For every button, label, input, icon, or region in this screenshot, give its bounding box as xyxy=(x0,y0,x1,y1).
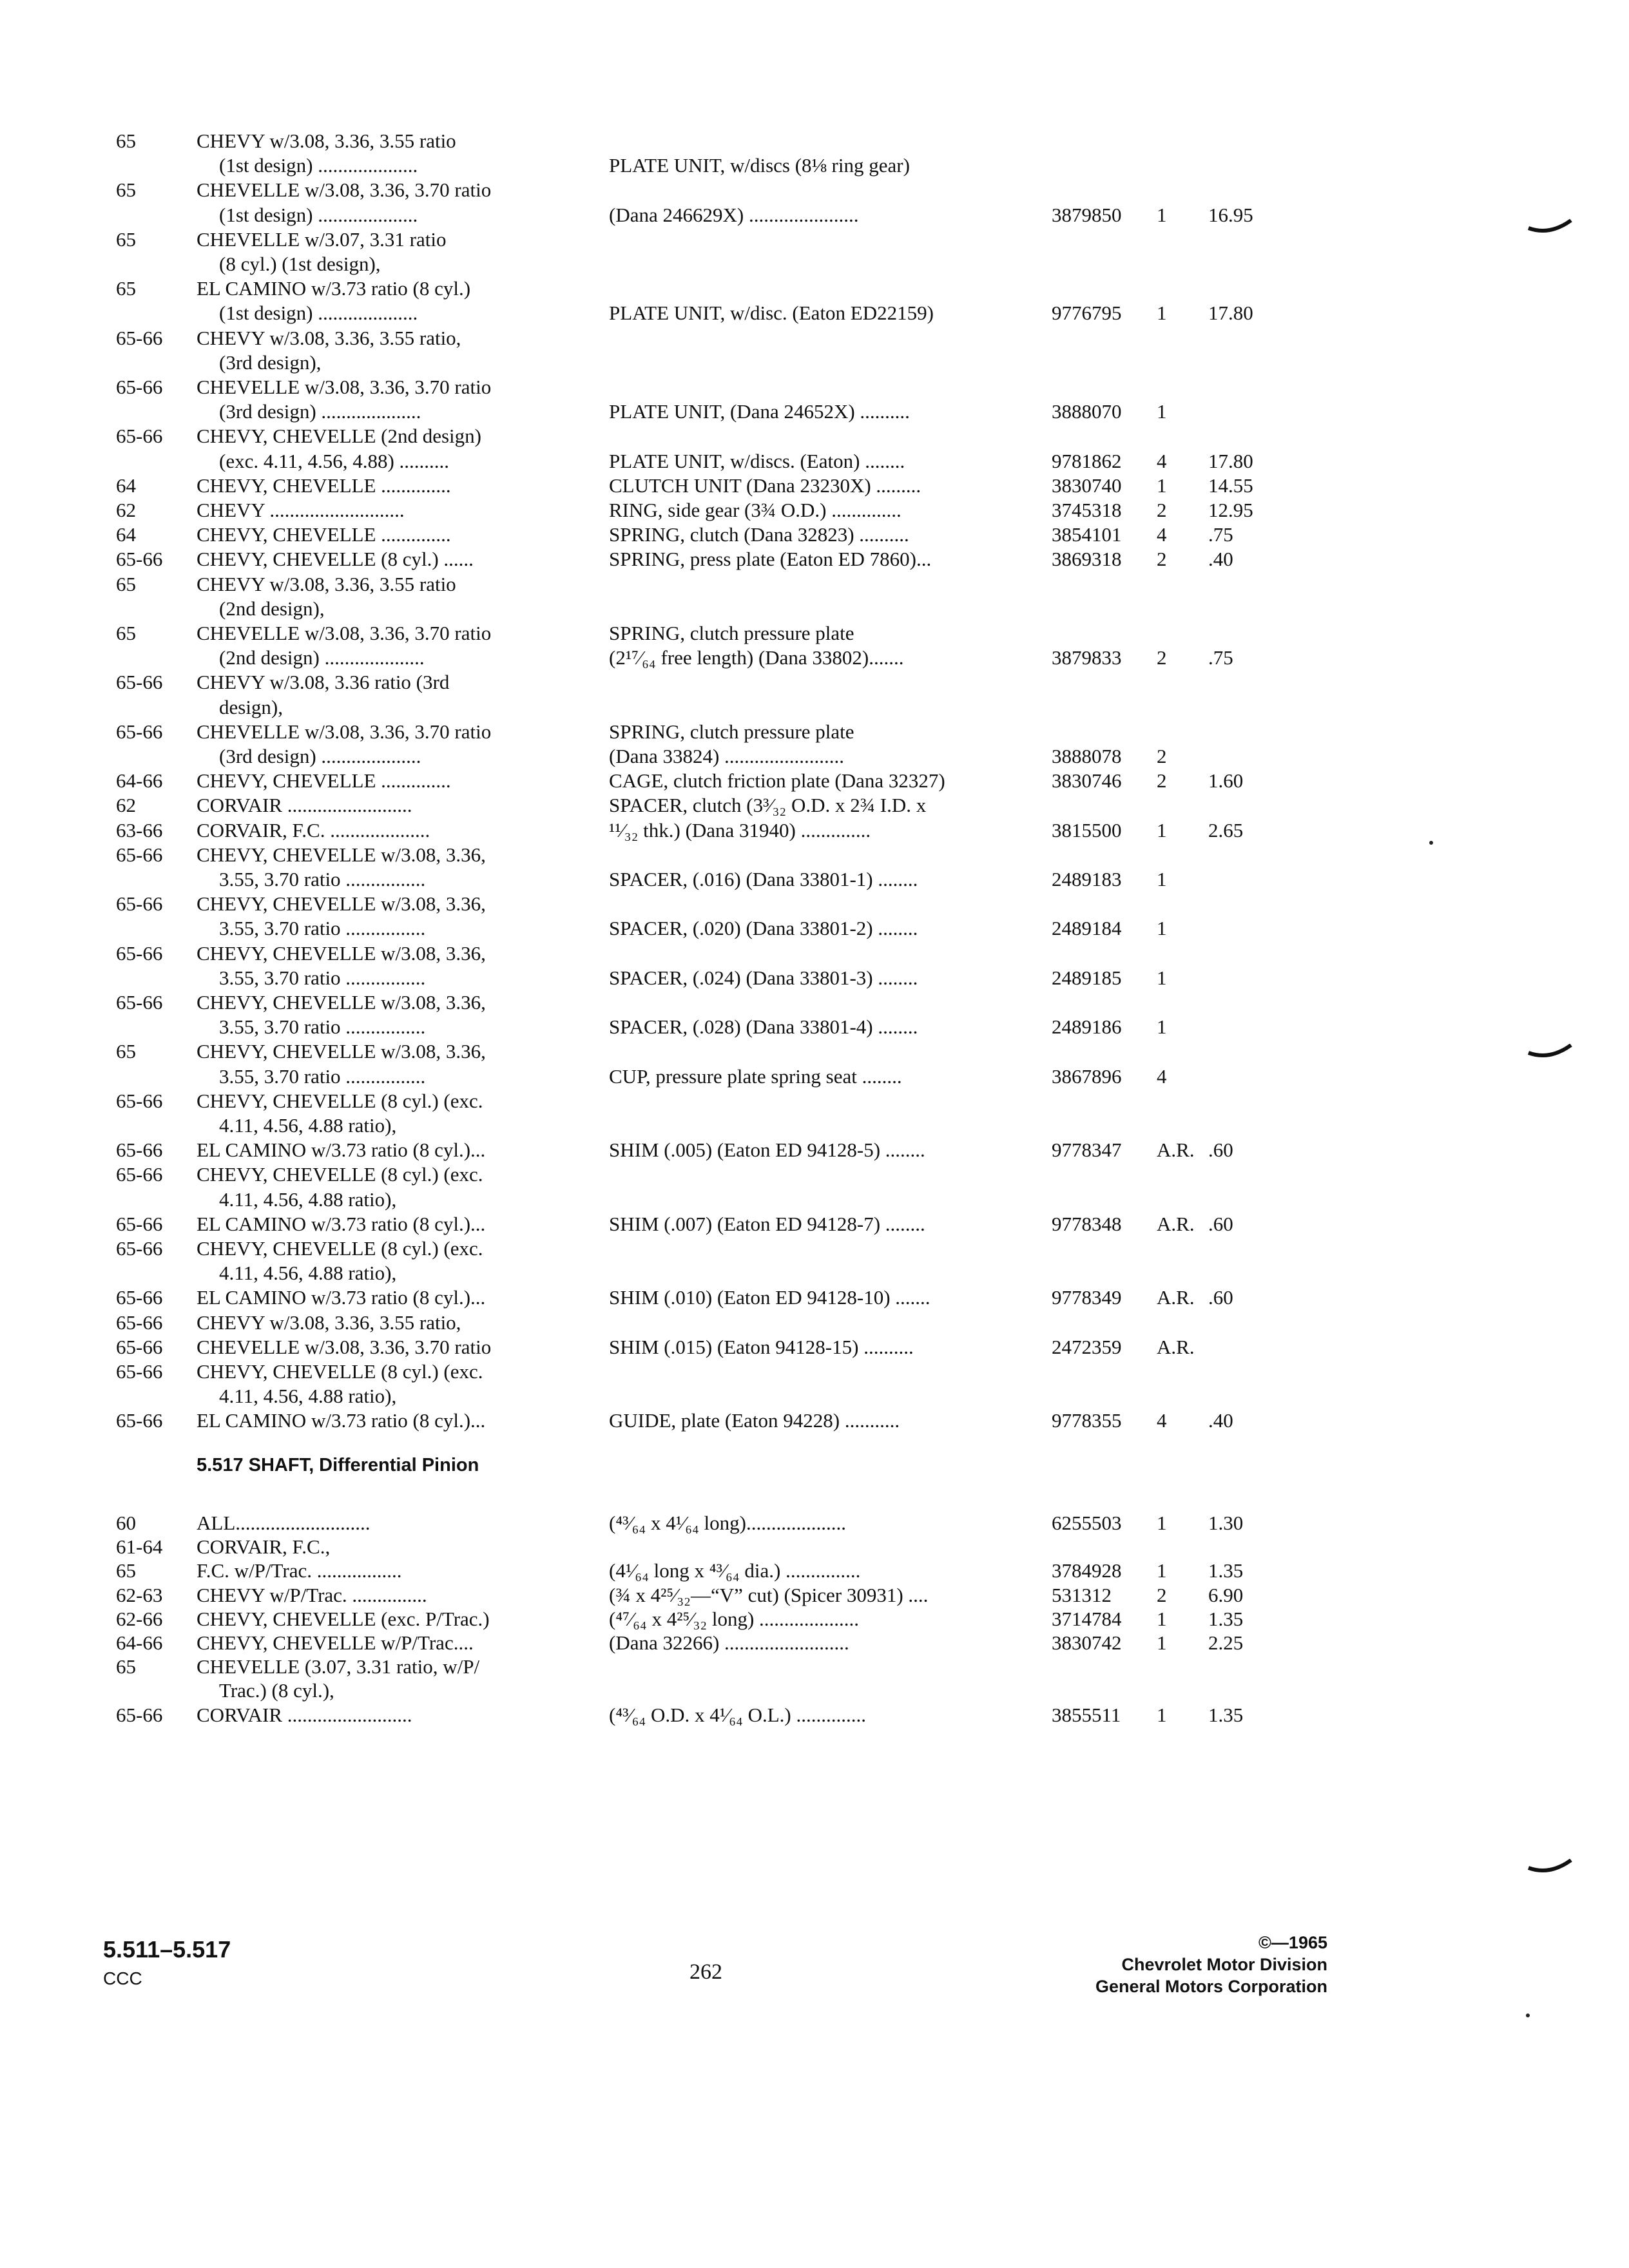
catalog-code: CCC xyxy=(103,1968,142,1988)
row-year: 65-66 xyxy=(116,1286,163,1309)
row-application: CHEVY, CHEVELLE (2nd design) xyxy=(197,425,481,448)
row-quantity: A.R. xyxy=(1157,1335,1195,1358)
row-application: (3rd design) .................... xyxy=(219,745,421,767)
row-description: (2¹⁷⁄₆₄ free length) (Dana 33802)....... xyxy=(609,646,904,669)
row-price: 1.30 xyxy=(1208,1512,1244,1534)
row-price: .60 xyxy=(1208,1139,1233,1162)
row-part-number: 9778355 xyxy=(1052,1409,1122,1432)
row-price: 1.60 xyxy=(1208,769,1244,793)
row-part-number: 3830746 xyxy=(1052,769,1122,793)
row-description: (⁴³⁄₆₄ x 4¹⁄₆₄ long).................... xyxy=(609,1512,846,1534)
speck xyxy=(1526,2013,1530,2017)
row-application: CHEVY, CHEVELLE w/3.08, 3.36, xyxy=(197,843,486,866)
row-application: CHEVELLE w/3.07, 3.31 ratio xyxy=(197,227,447,251)
row-part-number: 3815500 xyxy=(1052,818,1122,841)
row-part-number: 3855511 xyxy=(1052,1703,1121,1726)
section-heading: 5.517 SHAFT, Differential Pinion xyxy=(197,1455,479,1475)
row-part-number: 9778349 xyxy=(1052,1286,1122,1309)
row-price: .40 xyxy=(1208,1409,1233,1432)
row-year: 65-66 xyxy=(116,991,163,1014)
row-application: CHEVY, CHEVELLE w/3.08, 3.36, xyxy=(197,892,486,916)
row-year: 64 xyxy=(116,474,136,497)
row-application: 4.11, 4.56, 4.88 ratio), xyxy=(219,1187,397,1211)
row-year: 65 xyxy=(116,277,136,300)
row-description: SPRING, clutch (Dana 32823) .......... xyxy=(609,523,909,546)
row-quantity: 1 xyxy=(1157,302,1167,325)
row-price: 12.95 xyxy=(1208,499,1253,521)
row-application: CHEVY w/3.08, 3.36, 3.55 ratio, xyxy=(197,326,461,349)
row-part-number: 3714784 xyxy=(1052,1607,1122,1630)
row-part-number: 2489185 xyxy=(1052,966,1122,989)
row-description: PLATE UNIT, w/disc. (Eaton ED22159) xyxy=(609,302,934,325)
row-part-number: 2489184 xyxy=(1052,917,1122,940)
row-application: CHEVY, CHEVELLE w/P/Trac.... xyxy=(197,1631,474,1654)
row-description: PLATE UNIT, w/discs (8⅛ ring gear) xyxy=(609,154,910,177)
row-year: 65-66 xyxy=(116,425,163,448)
row-application: CHEVY ........................... xyxy=(197,499,405,521)
row-application: CHEVY w/3.08, 3.36, 3.55 ratio xyxy=(197,572,456,595)
row-application: 4.11, 4.56, 4.88 ratio), xyxy=(219,1262,397,1285)
row-application: (1st design) .................... xyxy=(219,154,418,177)
row-price: 6.90 xyxy=(1208,1583,1244,1606)
row-year: 65 xyxy=(116,1655,136,1678)
row-description: SPACER, (.028) (Dana 33801-4) ........ xyxy=(609,1015,918,1039)
row-year: 65 xyxy=(116,572,136,595)
row-description: SHIM (.015) (Eaton 94128-15) .......... xyxy=(609,1335,914,1358)
row-year: 64-66 xyxy=(116,769,163,793)
row-application: CHEVY, CHEVELLE w/3.08, 3.36, xyxy=(197,991,486,1014)
row-year: 65 xyxy=(116,130,136,152)
row-application: design), xyxy=(219,695,284,718)
row-year: 65-66 xyxy=(116,1335,163,1358)
row-application: (1st design) .................... xyxy=(219,302,418,325)
row-price: 2.65 xyxy=(1208,818,1244,841)
row-year: 65-66 xyxy=(116,671,163,694)
row-description: CAGE, clutch friction plate (Dana 32327) xyxy=(609,769,945,793)
row-year: 65-66 xyxy=(116,1089,163,1112)
row-year: 65-66 xyxy=(116,941,163,965)
row-year: 65-66 xyxy=(116,1311,163,1334)
row-part-number: 3869318 xyxy=(1052,548,1122,571)
row-application: CHEVY, CHEVELLE (8 cyl.) ...... xyxy=(197,548,474,571)
row-description: CLUTCH UNIT (Dana 23230X) ......... xyxy=(609,474,921,497)
row-part-number: 9776795 xyxy=(1052,302,1122,325)
row-year: 64-66 xyxy=(116,1631,163,1654)
row-price: .75 xyxy=(1208,646,1233,669)
row-price: 17.80 xyxy=(1208,302,1253,325)
row-application: CHEVY, CHEVELLE (8 cyl.) (exc. xyxy=(197,1163,483,1186)
row-application: CHEVY, CHEVELLE .............. xyxy=(197,474,451,497)
row-part-number: 3879850 xyxy=(1052,203,1122,226)
row-year: 65-66 xyxy=(116,1163,163,1186)
row-year: 65-66 xyxy=(116,376,163,398)
row-application: EL CAMINO w/3.73 ratio (8 cyl.) xyxy=(197,277,471,300)
row-application: CORVAIR ......................... xyxy=(197,794,412,817)
row-description: SHIM (.007) (Eaton ED 94128-7) ........ xyxy=(609,1212,925,1235)
row-application: CHEVY, CHEVELLE w/3.08, 3.36, xyxy=(197,1040,486,1063)
row-description: SPACER, (.016) (Dana 33801-1) ........ xyxy=(609,868,918,890)
row-year: 65 xyxy=(116,227,136,251)
row-year: 62-66 xyxy=(116,1607,163,1630)
row-application: CHEVY, CHEVELLE (exc. P/Trac.) xyxy=(197,1607,490,1630)
row-year: 65 xyxy=(116,178,136,202)
row-part-number: 3830742 xyxy=(1052,1631,1122,1654)
row-description: (4¹⁄₆₄ long x ⁴³⁄₆₄ dia.) ............... xyxy=(609,1559,861,1582)
row-price: 1.35 xyxy=(1208,1703,1244,1726)
row-application: EL CAMINO w/3.73 ratio (8 cyl.)... xyxy=(197,1286,486,1309)
row-quantity: 1 xyxy=(1157,1631,1167,1654)
row-price: 14.55 xyxy=(1208,474,1253,497)
row-quantity: 1 xyxy=(1157,1607,1167,1630)
row-part-number: 3879833 xyxy=(1052,646,1122,669)
row-application: (1st design) .................... xyxy=(219,203,418,226)
row-part-number: 3867896 xyxy=(1052,1064,1122,1088)
row-application: (3rd design) .................... xyxy=(219,400,421,423)
row-application: EL CAMINO w/3.73 ratio (8 cyl.)... xyxy=(197,1212,486,1235)
row-description: PLATE UNIT, w/discs. (Eaton) ........ xyxy=(609,449,905,472)
row-description: RING, side gear (3¾ O.D.) .............. xyxy=(609,499,901,521)
row-part-number: 2489186 xyxy=(1052,1015,1122,1039)
row-price: 16.95 xyxy=(1208,203,1253,226)
row-part-number: 6255503 xyxy=(1052,1512,1122,1534)
row-application: (exc. 4.11, 4.56, 4.88) .......... xyxy=(219,449,450,472)
row-description: SPRING, clutch pressure plate xyxy=(609,622,854,644)
row-year: 62-63 xyxy=(116,1583,163,1606)
row-application: (3rd design), xyxy=(219,351,322,374)
row-part-number: 2489183 xyxy=(1052,868,1122,890)
row-quantity: 1 xyxy=(1157,1015,1167,1039)
row-application: (2nd design), xyxy=(219,597,325,620)
row-part-number: 9778347 xyxy=(1052,1139,1122,1162)
row-quantity: 4 xyxy=(1157,523,1167,546)
row-year: 65-66 xyxy=(116,1139,163,1162)
row-year: 62 xyxy=(116,794,136,817)
copyright: ©—1965 xyxy=(1258,1933,1327,1952)
row-description: ¹¹⁄₃₂ thk.) (Dana 31940) .............. xyxy=(609,818,871,841)
row-quantity: 1 xyxy=(1157,868,1167,890)
row-price: 2.25 xyxy=(1208,1631,1244,1654)
row-application: CHEVELLE w/3.08, 3.36, 3.70 ratio xyxy=(197,720,492,743)
row-year: 65-66 xyxy=(116,326,163,349)
row-quantity: 1 xyxy=(1157,917,1167,940)
row-application: ALL........................... xyxy=(197,1512,371,1534)
row-year: 65-66 xyxy=(116,1360,163,1383)
row-part-number: 531312 xyxy=(1052,1583,1112,1606)
row-application: CORVAIR, F.C., xyxy=(197,1535,331,1559)
binder-mark xyxy=(1527,1859,1572,1873)
row-description: (Dana 246629X) ...................... xyxy=(609,203,859,226)
row-application: CHEVELLE w/3.08, 3.36, 3.70 ratio xyxy=(197,178,492,202)
row-quantity: 2 xyxy=(1157,499,1167,521)
row-description: (Dana 33824) ........................ xyxy=(609,745,845,767)
row-quantity: 1 xyxy=(1157,818,1167,841)
row-description: SPACER, (.020) (Dana 33801-2) ........ xyxy=(609,917,918,940)
row-application: CHEVY, CHEVELLE (8 cyl.) (exc. xyxy=(197,1360,483,1383)
row-year: 60 xyxy=(116,1512,136,1534)
row-year: 65 xyxy=(116,1040,136,1063)
row-part-number: 3745318 xyxy=(1052,499,1122,521)
row-application: CORVAIR, F.C. .................... xyxy=(197,818,430,841)
row-part-number: 3888078 xyxy=(1052,745,1122,767)
row-price: .60 xyxy=(1208,1212,1233,1235)
page-number: 262 xyxy=(689,1960,722,1984)
row-application: CHEVY w/P/Trac. ............... xyxy=(197,1583,427,1606)
row-quantity: 2 xyxy=(1157,769,1167,793)
division-name: Chevrolet Motor Division xyxy=(1121,1955,1327,1974)
row-price: .60 xyxy=(1208,1286,1233,1309)
row-quantity: 1 xyxy=(1157,966,1167,989)
row-description: SHIM (.005) (Eaton ED 94128-5) ........ xyxy=(609,1139,925,1162)
row-description: SPRING, clutch pressure plate xyxy=(609,720,854,743)
row-quantity: 4 xyxy=(1157,1064,1167,1088)
row-part-number: 3784928 xyxy=(1052,1559,1122,1582)
row-application: 3.55, 3.70 ratio ................ xyxy=(219,1015,426,1039)
row-quantity: 2 xyxy=(1157,548,1167,571)
row-quantity: 4 xyxy=(1157,1409,1167,1432)
row-quantity: 1 xyxy=(1157,400,1167,423)
row-application: F.C. w/P/Trac. ................. xyxy=(197,1559,402,1582)
row-quantity: 1 xyxy=(1157,1512,1167,1534)
row-application: 4.11, 4.56, 4.88 ratio), xyxy=(219,1114,397,1137)
row-year: 65-66 xyxy=(116,1703,163,1726)
row-description: (Dana 32266) ......................... xyxy=(609,1631,849,1654)
row-application: CHEVY w/3.08, 3.36, 3.55 ratio xyxy=(197,130,456,152)
row-year: 65-66 xyxy=(116,843,163,866)
row-year: 65-66 xyxy=(116,892,163,916)
row-description: PLATE UNIT, (Dana 24652X) .......... xyxy=(609,400,910,423)
row-description: SPACER, (.024) (Dana 33801-3) ........ xyxy=(609,966,918,989)
row-quantity: A.R. xyxy=(1157,1212,1195,1235)
row-part-number: 9781862 xyxy=(1052,449,1122,472)
row-year: 65-66 xyxy=(116,1409,163,1432)
row-part-number: 9778348 xyxy=(1052,1212,1122,1235)
row-quantity: 2 xyxy=(1157,745,1167,767)
row-quantity: A.R. xyxy=(1157,1286,1195,1309)
binder-mark xyxy=(1527,1044,1572,1058)
corporation-name: General Motors Corporation xyxy=(1095,1977,1327,1996)
row-application: (2nd design) .................... xyxy=(219,646,425,669)
row-application: CHEVY, CHEVELLE (8 cyl.) (exc. xyxy=(197,1089,483,1112)
row-description: SPRING, press plate (Eaton ED 7860)... xyxy=(609,548,932,571)
row-description: SPACER, clutch (3³⁄₃₂ O.D. x 2¾ I.D. x xyxy=(609,794,927,817)
row-year: 65-66 xyxy=(116,1237,163,1260)
row-part-number: 3888070 xyxy=(1052,400,1122,423)
row-year: 65 xyxy=(116,622,136,644)
row-part-number: 3854101 xyxy=(1052,523,1122,546)
row-price: 1.35 xyxy=(1208,1559,1244,1582)
row-quantity: 4 xyxy=(1157,449,1167,472)
row-application: 3.55, 3.70 ratio ................ xyxy=(219,868,426,890)
row-application: CHEVY, CHEVELLE w/3.08, 3.36, xyxy=(197,941,486,965)
row-price: .75 xyxy=(1208,523,1233,546)
binder-mark xyxy=(1527,219,1572,233)
row-application: CHEVELLE w/3.08, 3.36, 3.70 ratio xyxy=(197,622,492,644)
row-application: CHEVY, CHEVELLE (8 cyl.) (exc. xyxy=(197,1237,483,1260)
row-application: 3.55, 3.70 ratio ................ xyxy=(219,966,426,989)
row-year: 64 xyxy=(116,523,136,546)
row-application: CHEVY, CHEVELLE .............. xyxy=(197,523,451,546)
row-year: 61-64 xyxy=(116,1535,163,1559)
row-description: (⁴³⁄₆₄ O.D. x 4¹⁄₆₄ O.L.) .............. xyxy=(609,1703,866,1726)
row-application: CHEVY, CHEVELLE .............. xyxy=(197,769,451,793)
row-part-number: 3830740 xyxy=(1052,474,1122,497)
row-description: (⁴⁷⁄₆₄ x 4²⁵⁄₃₂ long) .................... xyxy=(609,1607,860,1630)
row-application: (8 cyl.) (1st design), xyxy=(219,253,381,275)
row-quantity: 1 xyxy=(1157,203,1167,226)
row-year: 62 xyxy=(116,499,136,521)
row-quantity: 1 xyxy=(1157,1559,1167,1582)
row-description: CUP, pressure plate spring seat ........ xyxy=(609,1064,902,1088)
speck xyxy=(1429,841,1433,845)
row-quantity: A.R. xyxy=(1157,1139,1195,1162)
section-range: 5.511–5.517 xyxy=(103,1936,231,1963)
row-application: CORVAIR ......................... xyxy=(197,1703,412,1726)
row-quantity: 2 xyxy=(1157,646,1167,669)
row-application: EL CAMINO w/3.73 ratio (8 cyl.)... xyxy=(197,1409,486,1432)
row-year: 65-66 xyxy=(116,720,163,743)
row-price: 17.80 xyxy=(1208,449,1253,472)
row-price: 1.35 xyxy=(1208,1607,1244,1630)
row-quantity: 2 xyxy=(1157,1583,1167,1606)
row-year: 65-66 xyxy=(116,1212,163,1235)
row-year: 63-66 xyxy=(116,818,163,841)
row-application: CHEVY w/3.08, 3.36 ratio (3rd xyxy=(197,671,450,694)
row-application: CHEVELLE w/3.08, 3.36, 3.70 ratio xyxy=(197,376,492,398)
row-application: CHEVELLE (3.07, 3.31 ratio, w/P/ xyxy=(197,1655,480,1678)
row-application: 3.55, 3.70 ratio ................ xyxy=(219,917,426,940)
row-price: .40 xyxy=(1208,548,1233,571)
row-application: Trac.) (8 cyl.), xyxy=(219,1679,334,1702)
row-application: CHEVY w/3.08, 3.36, 3.55 ratio, xyxy=(197,1311,461,1334)
row-year: 65-66 xyxy=(116,548,163,571)
row-application: 3.55, 3.70 ratio ................ xyxy=(219,1064,426,1088)
row-description: GUIDE, plate (Eaton 94228) ........... xyxy=(609,1409,900,1432)
row-description: (¾ x 4²⁵⁄₃₂—“V” cut) (Spicer 30931) .... xyxy=(609,1583,929,1606)
row-application: CHEVELLE w/3.08, 3.36, 3.70 ratio xyxy=(197,1335,492,1358)
row-application: 4.11, 4.56, 4.88 ratio), xyxy=(219,1385,397,1408)
row-quantity: 1 xyxy=(1157,474,1167,497)
row-description: SHIM (.010) (Eaton ED 94128-10) ....... xyxy=(609,1286,930,1309)
row-application: EL CAMINO w/3.73 ratio (8 cyl.)... xyxy=(197,1139,486,1162)
row-year: 65 xyxy=(116,1559,136,1582)
row-quantity: 1 xyxy=(1157,1703,1167,1726)
row-part-number: 2472359 xyxy=(1052,1335,1122,1358)
